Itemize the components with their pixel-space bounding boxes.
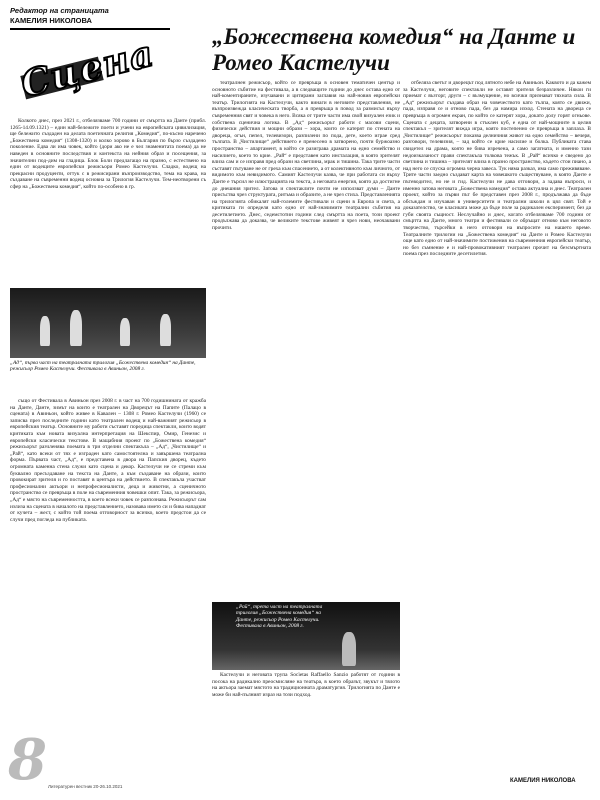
stage-photo-inferno bbox=[10, 288, 206, 358]
article-paragraph: също от Фестивала в Авиньон през 2008 г. в част на 700 годишнината от кражба на Данте, Данте, зимът на които е театрален на Дворецът на Папите (Палацо в сцената) в Авиньон, който живее в Кавален – 1308 г. Ромео Кастелучи (1960) се записва през последните години като театрален водещ и най-важният режисьор в европейския театър. Основните му работи съставят поредица спектакли, които водят критиката към новата визуална интерпретация на Шекспир, Омир, Генезис и европейски класически текстове. В мащабния проект по „Божествена комедия“ режисьорът разчленява поемата в три отделни спектакъла – „Ад“, „Чистилище“ и „Рай“, като всеки от тях е изграден като самостоятелна и завършена театрална форма. Първата част, „Ад“, е представена в двора на Папския дворец, където огромната каменна стена служи като сцена и декор. Кастелучи не се стреми към буквално пресъздаване на текста на Данте, а към създаване на образи, които провокират зрителя и го поставят в центъра на действието. В спектакъла участват професионални актьори и непрофесионалисти, деца и животни, а сценичното пространство се превръща в поле на съвременния човешки опит. Така, за режисьора, „Ад“ е място на съвременността, в което всеки човек се разпознава. Режисьорът сам излиза на сцената в началото на представлението, назовава името си и бива нападнат от кучета – жест, с който той поема отговорност за всичко, което предстои да се случи пред погледа на публиката. bbox=[10, 398, 206, 523]
performer-figure bbox=[40, 316, 50, 346]
editor-name: КАМЕЛИЯ НИКОЛОВА bbox=[10, 16, 92, 25]
performer-figure bbox=[70, 310, 82, 346]
article-paragraph: Колкото днес, през 2021 г., отбелязваме 700 години от смъртта на Данте (прибл. 1265-14.09.1321) – един най-бележите поети и учени на европейската цивилизация, ще бележито създаден на делата поетичната религия „Комедия“, по-късно наречено „Божествена комедия“ (1308-1320) и колко хорово в България по бързо създадено поколение. Едва ли има човек, който (дори ако не е чел знаменитата поема) да не наведен в основните последствия и контекста на нейния образ и посещения, за значителни под-дим на гладица. Блок Боли предлагащо на празно, с естествено на един от водещите европейски режисьори Ромео Кастелучи. Сладко, водещ на прекрасни продуценти, оттук с в режисирани възпроизводство, тема на крава, на създаване на съвременни водещ основна за Трилогия Кастелучи. Тем-неотворени съ сфер на „Божествена комедия“, който по-особено в гр. bbox=[10, 118, 206, 190]
performer-figure bbox=[120, 318, 130, 346]
article-column-2-top bbox=[212, 80, 400, 600]
article-column-3 bbox=[403, 80, 591, 775]
article-paragraph: театралнен режисьор, който се превръща в основен тематичен център и основното събитие на фестивала, а в следващите години до днес остава едно от най-коментираните, изучавани и цитирани заглавия на най-новия европейски театър. Трилогията на Кастелучи, както винаги в неговите представления, не възпроизвежда класическата творба, а я превръща в повод за размисъл върху съвременния свят и човека в него. Всяка от трите части има свой визуален език и собствена сценична логика. В „Ад“ режисьорът работи с масови сцени, физически действия и мощни образи – хора, които се катерят по стената на двореца, огън, пепел, телевизори, разпилени по пода, дете, което играе сред тълпата. В „Чистилище“ действието е пренесено в затворено, почти буржоазно пространство – апартамент, в който се разиграва драмата на едно семейство и насилието, което то крие. „Рай“ е представен като инсталация, в която зрителят влиза сам и се изправя пред образи на светлина, мрак и тишина. Така трите части съставят пътуване не от греха към спасението, а от колективното към личното, от видимото към невидимото. Самият Кастелучи казва, че при работата си върху Данте е търсил не илюстрацията на текста, а неговата енергия, която да достигне до днешния зрител. Затова и спектаклите почти не използват думи – Данте присъства чрез структурата, ритъма и образите, а не чрез стиха. Представленията на трилогията обикалят най-големите фестивали и сцени в Европа и света, а критиката ги определя като едно от най-значимите театрални събития на десетилетието. Днес, седемстотин години след смъртта на поета, този проект продължава да доказва, че великите текстове живеят и чрез нови, неочаквани прочити. bbox=[212, 80, 400, 232]
issue-footer: Литературен вестник 20-26.10.2021 bbox=[48, 784, 123, 789]
section-logo-text: Сцена bbox=[16, 32, 159, 106]
article-headline: „Божествена комедия“ на Данте и Ромео Кастелучи bbox=[212, 24, 576, 75]
article-paragraph: Кастелучи и неговата трупа Socìetas Raffaello Sanzio работят от години в посока на радикално преосмисляне на театъра, в което образът, звукът и тялото на актьора заемат мястото на традиционната драматургия. Трилогията по Данте е може би най-пълният израз на този подход. bbox=[212, 672, 400, 698]
article-paragraph: отбеляза светът и дворецът под лятното небе на Авиньон. Каквото и да кажем за Кастелучи, неговите спектакли не оставят зрителя безразличен. Някои ги приемат с възторг, други – с възмущение, но всички признават тяхната сила. В „Ад“ режисьорът създава образ на човечеството като тълпа, която се движи, пада, изправя се и отново пада, без да намира изход. Стената на двореца се превръща в огромен екран, по който се катерят хора, докато долу горят огньове. Сцената с децата, затворени в стъклен куб, е една от най-мощните в целия спектакъл – зрителят вижда игра, която постепенно се превръща в заплаха. В „Чистилище“ режисьорът показва делничния живот на едно семейство – вечеря, разговори, телевизия, – зад който се крие насилие и болка. Публиката става свидетел на драма, която не бива изречена, а само загатната, и именно тази недоизказаност прави спектакъла толкова тежък. В „Рай“ всичко е сведено до светлина и тишина – зрителят влиза в празно пространство, където стои пиано, а над него се спуска огромна черна завеса. Тук няма разказ, има само преживяване. Трите части заедно създават карта на човешкото съществуване, в която Данте е пътеводител, но не и гид. Кастелучи не дава отговори, а задава въпроси, и именно затова неговата „Божествена комедия“ остава актуална и днес. Театрален проект, който за първи път бе представен през 2008 г., продължава да бъде обсъждан и изучаван в университети и театрални школи в цял свят. Той е доказателство, че класиката може да бъде поле за радикален експеримент, без да губи своята същност. Неслучайно и днес, когато отбелязваме 700 години от смъртта на Данте, много театри и фестивали се обръщат отново към неговото творчество, търсейки в него отговори на въпросите на нашето време. Театралните трилогии на „Божествена комедия“ на Данте и Ромео Кастелучи още като едно от най-значимите постижения на съвременния европейски театър, но без съмнение е и най-провокативният театрален прочит на безсмъртната поема през последните десетилетия. bbox=[403, 80, 591, 258]
article-column-1-bottom bbox=[10, 398, 206, 748]
editor-label: Редактор на страницата bbox=[10, 6, 109, 15]
article-column-1-top bbox=[10, 118, 206, 286]
performer-figure bbox=[160, 314, 171, 346]
header-divider bbox=[10, 28, 170, 30]
performer-figure bbox=[342, 632, 356, 666]
photo-caption-paradise: „Рай“, трета част на театралната трилогия „Божествена комедия“ на Данте, режисьор Ромео Кастелучи. Фестивала в Авиньон, 2008 г. bbox=[236, 604, 323, 630]
photo-caption-inferno: „Ад“, първа част на театралната трилогия „Божествена комедия“ на Данте, режисьор Ромео Кастелучи. Фестивала в Авиньон, 2008 г. bbox=[10, 360, 196, 373]
article-column-2-bottom bbox=[212, 672, 400, 780]
section-logo bbox=[14, 32, 159, 106]
article-author: КАМЕЛИЯ НИКОЛОВА bbox=[510, 778, 576, 784]
page-number: 8 bbox=[8, 727, 47, 793]
